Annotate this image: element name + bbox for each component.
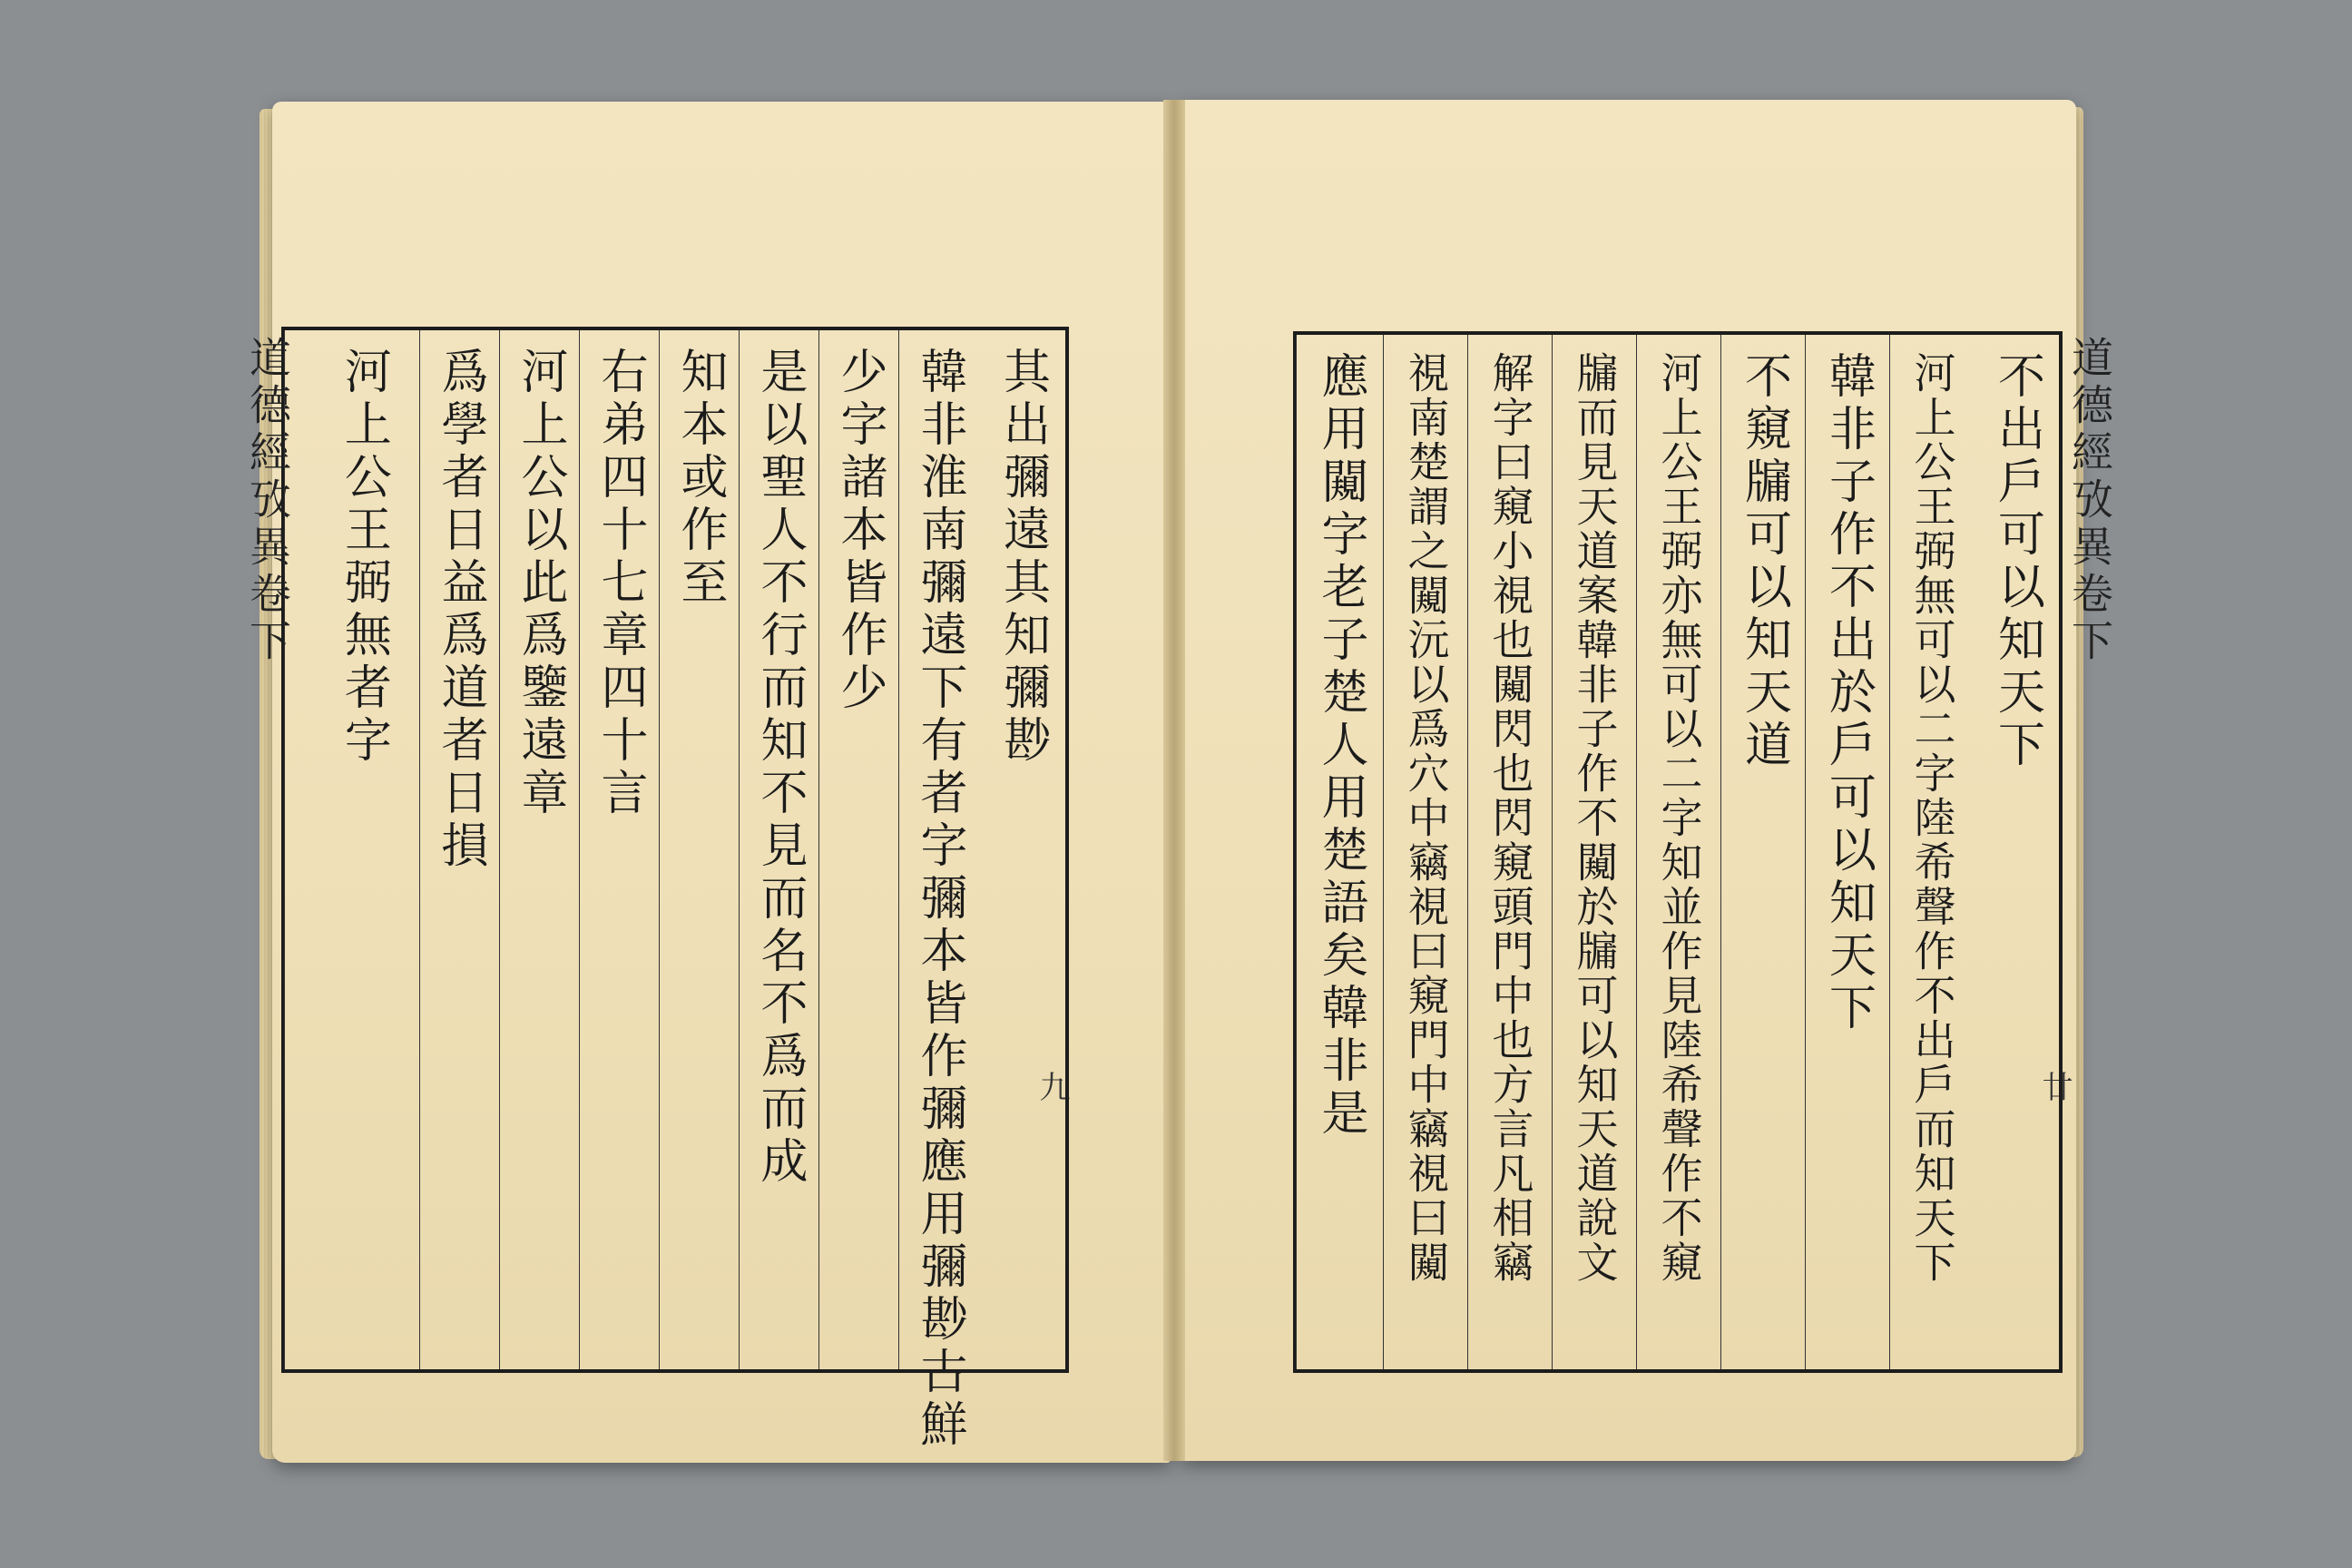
right-text-frame: [1293, 331, 2063, 1373]
column-text: 爲學者日益爲道者日損: [433, 347, 487, 873]
right-side-title: 道德經攷異卷下: [2065, 336, 2114, 666]
column-text: 不窺牖可以知天道: [1736, 351, 1791, 772]
right-column-5: [1636, 335, 1721, 1369]
column-text: 河上公王弼無者字: [336, 347, 391, 768]
column-text: 不出戶可以知天下: [1989, 351, 2044, 772]
column-text: 韓非子作不出於戶可以知天下: [1820, 351, 1876, 1035]
right-column-1: [1975, 335, 2059, 1369]
column-text: 解字曰窺小視也闚閃也閃窺頭門中也方言凡相竊: [1485, 351, 1535, 1285]
column-text: 河上公王弼亦無可以二字知並作見陸希聲作不窺: [1654, 351, 1704, 1285]
left-column-8: [419, 330, 500, 1369]
column-text: 河上公王弼無可以二字陸希聲作不出戶而知天下: [1907, 351, 1957, 1285]
right-column-7: [1467, 335, 1553, 1369]
left-column-6: [579, 330, 660, 1369]
right-column-6: [1552, 335, 1637, 1369]
left-side-title: 道德經攷異卷下: [243, 336, 292, 666]
right-column-3: [1805, 335, 1890, 1369]
left-column-9: [284, 330, 420, 1369]
column-text: 是以聖人不行而知不見而名不爲而成: [752, 347, 807, 1189]
column-text: 其出彌遠其知彌尠: [995, 347, 1050, 768]
column-text: 牖而見天道案韓非子作不闚於牖可以知天道說文: [1570, 351, 1620, 1285]
right-column-2: [1889, 335, 1975, 1369]
right-folio: 廿: [2036, 1071, 2073, 1102]
left-column-5: [659, 330, 740, 1369]
column-text: 韓非淮南彌遠下有者字彌本皆作彌應用彌尠古鮮: [912, 347, 966, 1452]
left-folio: 九: [1034, 1071, 1070, 1102]
left-column-7: [499, 330, 580, 1369]
right-column-4: [1720, 335, 1806, 1369]
column-text: 河上公以此爲鑒遠章: [513, 347, 567, 820]
left-column-2: [898, 330, 979, 1452]
column-text: 少字諸本皆作少: [832, 347, 887, 715]
column-text: 右弟四十七章四十言: [593, 347, 647, 820]
left-column-3: [818, 330, 899, 1369]
left-text-frame: [281, 327, 1069, 1452]
book-gutter: [1163, 100, 1185, 1461]
right-column-9: [1296, 335, 1384, 1369]
left-column-1: [979, 330, 1065, 1369]
left-column-4: [739, 330, 819, 1369]
column-text: 知本或作至: [672, 347, 727, 610]
column-text: 應用闚字老子楚人用楚語矣韓非是: [1313, 351, 1367, 1141]
column-text: 視南楚謂之闚沅以爲穴中竊視曰窺門中竊視曰闚: [1401, 351, 1451, 1285]
right-column-8: [1383, 335, 1468, 1369]
